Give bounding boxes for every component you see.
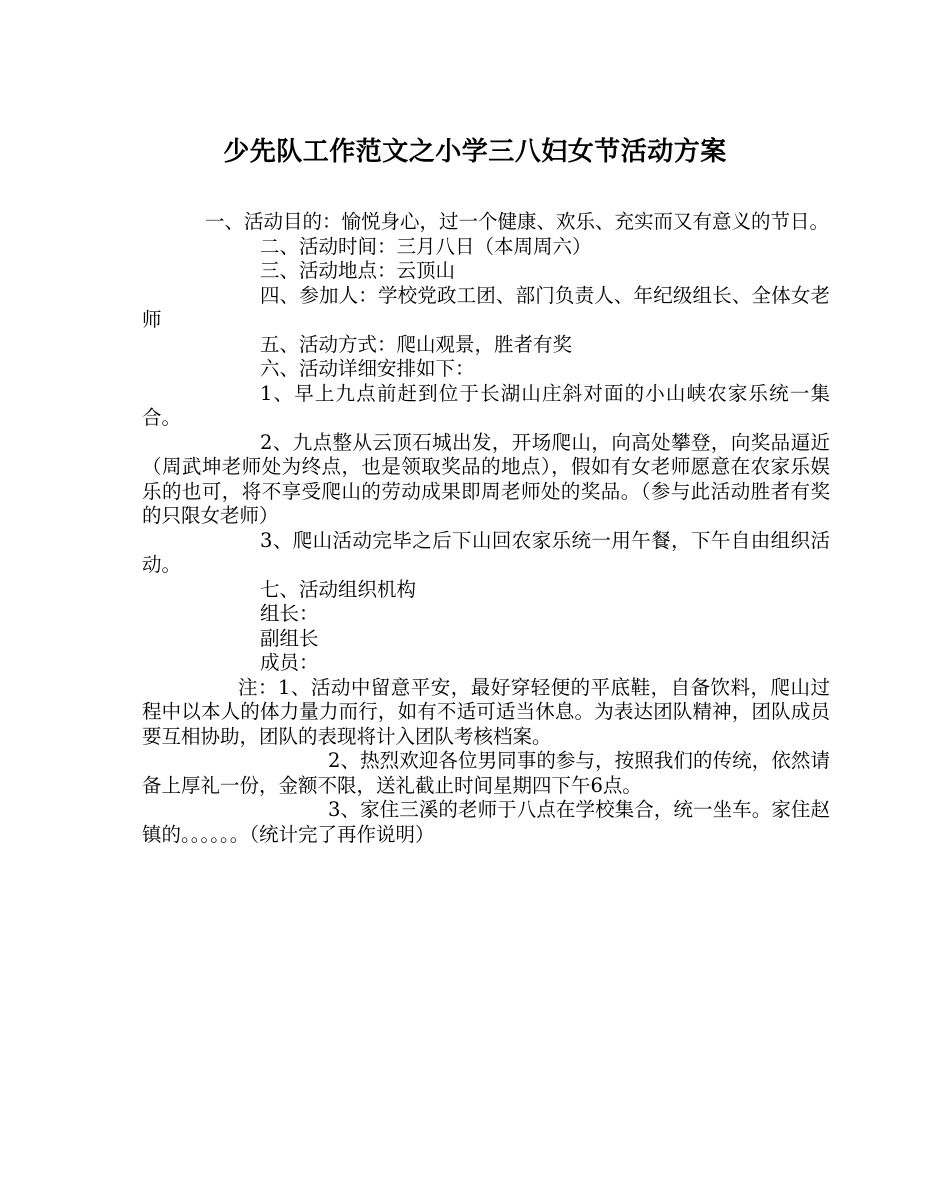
paragraph-deputy-leader: 副组长	[260, 626, 319, 650]
document-title: 少先队工作范文之小学三八妇女节活动方案	[223, 137, 727, 167]
paragraph-note-2: 2、热烈欢迎各位男同事的参与，按照我们的传统，依然请备上厚礼一份，金额不限，送礼截止时间星期四下午6点。	[142, 749, 830, 797]
paragraph-members: 成员：	[260, 651, 319, 674]
paragraph-activity-method: 五、活动方式：爬山观景，胜者有奖	[260, 332, 573, 356]
paragraph-note-3: 3、家住三溪的老师于八点在学校集合，统一坐车。家住赵镇的。。。。。。（统计完了再作说明）	[142, 798, 830, 846]
paragraph-organization: 七、活动组织机构	[260, 577, 417, 601]
paragraph-activity-location: 三、活动地点：云顶山	[260, 259, 456, 282]
paragraph-participants: 四、参加人：学校党政工团、部门负责人、年纪级组长、全体女老师	[142, 283, 830, 331]
paragraph-activity-time: 二、活动时间：三月八日（本周周六）	[260, 234, 592, 258]
document-body	[142, 210, 830, 847]
paragraph-activity-purpose: 一、活动目的：愉悦身心，过一个健康、欢乐、充实而又有意义的节日。	[205, 210, 830, 233]
paragraph-arrangement-1: 1、早上九点前赶到位于长湖山庄斜对面的小山峡农家乐统一集合。	[142, 381, 830, 429]
paragraph-arrangement-2: 2、九点整从云顶石城出发，开场爬山，向高处攀登，向奖品逼近（周武坤老师处为终点，也是领取奖品的地点），假如有女老师愿意在农家乐娱乐的也可，将不享受爬山的劳动成果即周老师处的奖品。（参与此活动胜者有奖的只限女老师）	[142, 430, 830, 527]
paragraph-arrangement-3: 3、爬山活动完毕之后下山回农家乐统一用午餐，下午自由组织活动。	[142, 528, 830, 576]
paragraph-note-1: 注：1、活动中留意平安，最好穿轻便的平底鞋，自备饮料，爬山过程中以本人的体力量力而行，如有不适可适当休息。为表达团队精神，团队成员要互相协助，团队的表现将计入团队考核档案。	[142, 675, 830, 748]
paragraph-detailed-arrangement: 六、活动详细安排如下：	[260, 357, 475, 380]
paragraph-leader: 组长：	[260, 602, 319, 625]
